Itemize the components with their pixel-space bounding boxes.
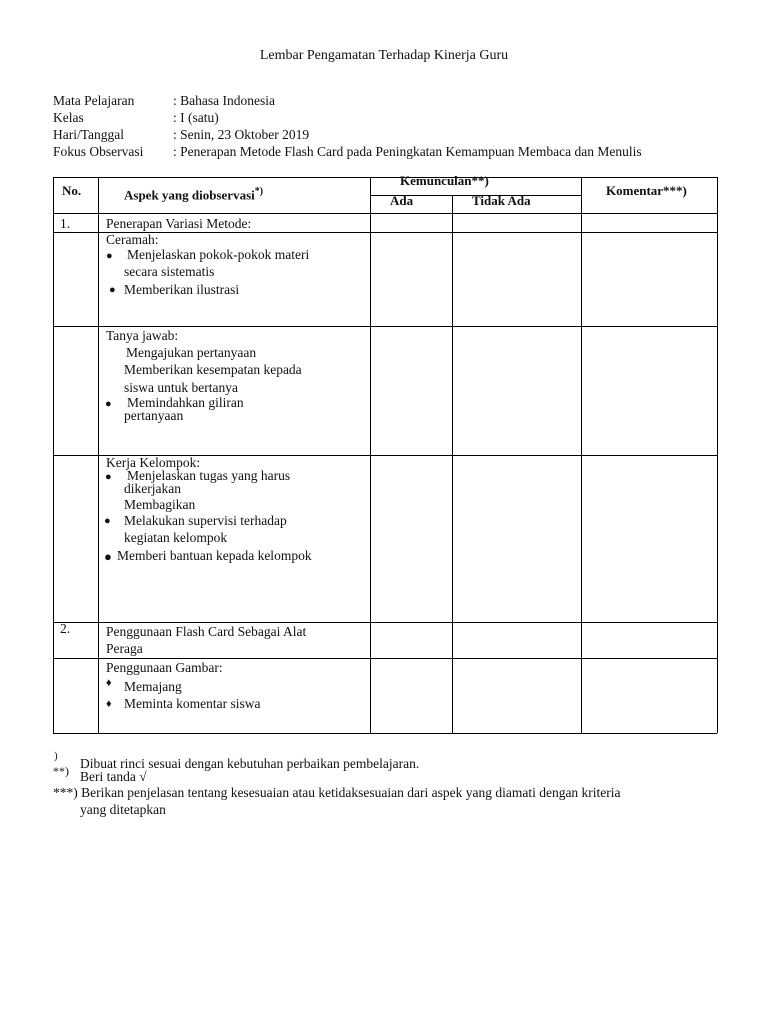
footnote-1-mark: ) xyxy=(54,750,58,762)
bullet-icon: ● xyxy=(105,398,112,410)
gambar-item: Meminta komentar siswa xyxy=(124,696,261,711)
header-komentar: Komentar***) xyxy=(606,183,687,198)
bullet-icon: ● xyxy=(104,515,111,527)
footnote-3-cont: yang ditetapkan xyxy=(80,802,166,817)
table-border-left xyxy=(53,177,54,733)
header-no: No. xyxy=(62,183,82,198)
kerja-item: kegiatan kelompok xyxy=(124,530,228,545)
header-aspek-mark: *) xyxy=(254,186,264,197)
table-col-line xyxy=(98,177,99,733)
header-aspek: Aspek yang diobservasi*) xyxy=(124,186,264,203)
bullet-icon: ● xyxy=(109,284,116,296)
table-row-line xyxy=(53,622,717,623)
kerja-item: Memberi bantuan kepada kelompok xyxy=(117,548,312,563)
bullet-icon: ♦ xyxy=(106,677,112,689)
header-kemunculan: Kemunculan**) xyxy=(400,173,489,188)
kerja-item: dikerjakan xyxy=(124,481,181,496)
header-tidak-ada: Tidak Ada xyxy=(472,193,531,208)
meta-value-class: : I (satu) xyxy=(173,110,219,125)
meta-label-subject: Mata Pelajaran xyxy=(53,93,135,108)
kerja-item: Melakukan supervisi terhadap xyxy=(124,513,287,528)
gambar-item: Memajang xyxy=(124,679,182,694)
tanya-item: Memberikan kesempatan kepada xyxy=(124,362,302,377)
ceramah-heading: Ceramah: xyxy=(106,232,159,247)
kerja-heading: Kerja Kelompok: xyxy=(106,455,201,470)
ceramah-item: secara sistematis xyxy=(124,264,215,279)
table-border-right xyxy=(717,177,718,733)
table-border-top xyxy=(53,177,717,178)
bullet-icon: ● xyxy=(104,549,112,564)
meta-label-focus: Fokus Observasi xyxy=(53,144,144,159)
meta-value-subject: : Bahasa Indonesia xyxy=(173,93,275,108)
tanya-item: Memindahkan giliran xyxy=(127,395,244,410)
table-border-bottom xyxy=(53,733,717,734)
meta-label-class: Kelas xyxy=(53,110,84,125)
header-ada: Ada xyxy=(390,193,414,208)
table-col-line xyxy=(581,177,582,733)
tanya-item: Mengajukan pertanyaan xyxy=(126,345,257,360)
footnote-1: Dibuat rinci sesuai dengan kebutuhan perbaikan pembelajaran. xyxy=(80,756,420,771)
tanya-heading: Tanya jawab: xyxy=(106,328,179,343)
table-header-bottom xyxy=(53,213,717,214)
tanya-item: pertanyaan xyxy=(124,408,184,423)
meta-value-date: : Senin, 23 Oktober 2019 xyxy=(173,127,310,142)
ceramah-item: Memberikan ilustrasi xyxy=(124,282,240,297)
footnote-3-mark: ***) xyxy=(53,785,78,800)
row2-title-cont: Peraga xyxy=(106,641,143,656)
bullet-icon: ● xyxy=(106,250,113,262)
footnote-3: ***) Berikan penjelasan tentang kesesuaian atau ketidaksesuaian dari aspek yang diamati dengan kriteria xyxy=(53,785,621,800)
gambar-heading: Penggunaan Gambar: xyxy=(106,660,223,675)
table-row-line xyxy=(53,658,717,659)
row-number-1: 1. xyxy=(60,216,71,231)
tanya-item: siswa untuk bertanya xyxy=(124,380,238,395)
row2-title: Penggunaan Flash Card Sebagai Alat xyxy=(106,624,307,639)
table-row-line xyxy=(53,326,717,327)
page-title: Lembar Pengamatan Terhadap Kinerja Guru xyxy=(259,48,509,63)
bullet-icon: ● xyxy=(105,471,112,483)
kerja-item: Menjelaskan tugas yang harus xyxy=(127,468,291,483)
row-number-2: 2. xyxy=(60,621,71,636)
meta-value-focus: : Penerapan Metode Flash Card pada Peningkatan Kemampuan Membaca dan Menulis xyxy=(173,144,642,159)
row1-title: Penerapan Variasi Metode: xyxy=(106,216,252,231)
bullet-icon: ♦ xyxy=(106,698,112,710)
footnote-2-mark: **) xyxy=(53,764,69,778)
footnote-2: Beri tanda √ xyxy=(80,769,147,784)
table-col-line xyxy=(370,177,371,733)
meta-label-date: Hari/Tanggal xyxy=(53,127,125,142)
table-col-line xyxy=(452,196,453,733)
ceramah-item: Menjelaskan pokok-pokok materi xyxy=(127,247,310,262)
kerja-item: Membagikan xyxy=(124,497,196,512)
